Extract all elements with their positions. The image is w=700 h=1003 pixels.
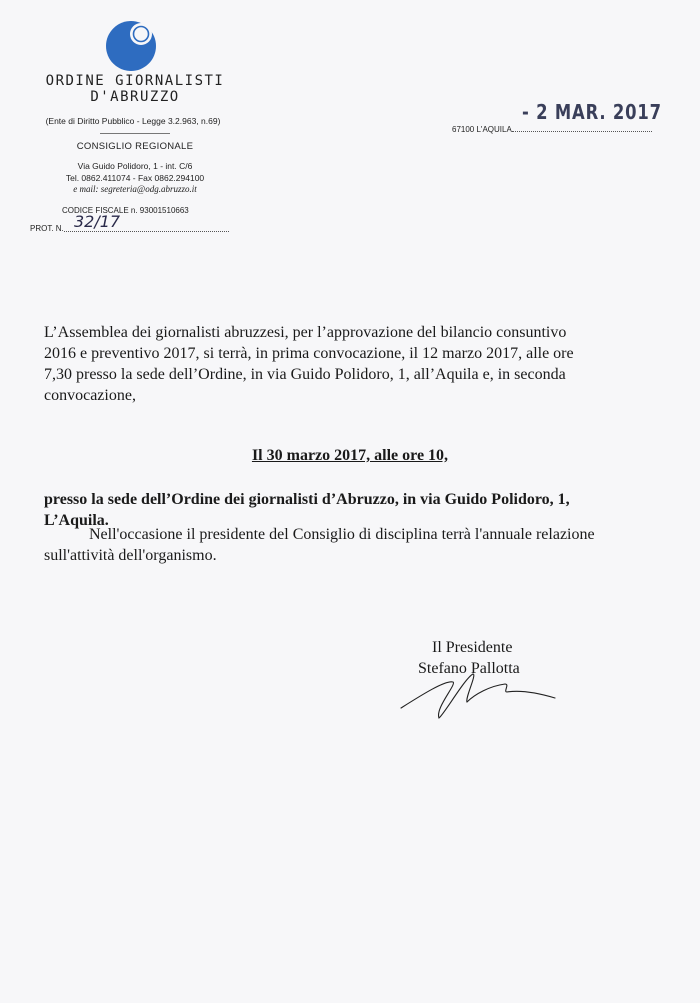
paragraph-line: presso la sede dell’Ordine dei giornalisti d’Abruzzo, in via Guido Polidoro, 1, — [44, 491, 570, 508]
second-call-date: Il 30 marzo 2017, alle ore 10, — [251, 447, 449, 464]
date-stamp: - 2 MAR. 2017 — [522, 100, 662, 124]
place-dotted-line — [512, 131, 652, 132]
legal-status: (Ente di Diritto Pubblico - Legge 3.2.963, n.69) — [45, 116, 221, 126]
signatory-name: Stefano Pallotta — [418, 660, 520, 677]
org-name-line2: D'ABRUZZO — [90, 89, 180, 105]
paragraph-line: 7,30 presso la sede dell’Ordine, in via Guido Polidoro, 1, all’Aquila e, in seconda — [44, 366, 566, 383]
paragraph-line: L’Assemblea dei giornalisti abruzzesi, per l’approvazione del bilancio consuntivo — [44, 324, 567, 341]
paragraph-line: sull'attività dell'organismo. — [44, 547, 217, 564]
email: e mail: segreteria@odg.abruzzo.it — [73, 184, 197, 194]
place-label: 67100 L'AQUILA — [452, 125, 512, 134]
fiscal-code: CODICE FISCALE n. 93001510663 — [62, 206, 189, 215]
paragraph-report — [44, 524, 644, 566]
paragraph-line: convocazione, — [44, 387, 136, 404]
paragraph-line: L’Aquila. — [44, 512, 109, 529]
divider — [100, 133, 170, 134]
council-name: CONSIGLIO REGIONALE — [76, 141, 194, 152]
paragraph-assembly — [44, 322, 644, 406]
phone-fax: Tel. 0862.411074 - Fax 0862.294100 — [65, 173, 205, 183]
ordine-logo-icon — [105, 20, 157, 72]
signatory-title: Il Presidente — [432, 639, 513, 656]
handwritten-signature — [395, 668, 565, 723]
address: Via Guido Polidoro, 1 - int. C/6 — [77, 161, 193, 171]
protocol-label: PROT. N. — [30, 224, 64, 233]
org-name-line1: ORDINE GIORNALISTI — [45, 73, 225, 89]
protocol-number: 32/17 — [74, 212, 121, 231]
protocol-dotted-line — [64, 231, 229, 232]
paragraph-line: 2016 e preventivo 2017, si terrà, in prima convocazione, il 12 marzo 2017, alle ore — [44, 345, 574, 362]
paragraph-line: Nell'occasione il presidente del Consiglio di disciplina terrà l'annuale relazione — [89, 526, 595, 543]
